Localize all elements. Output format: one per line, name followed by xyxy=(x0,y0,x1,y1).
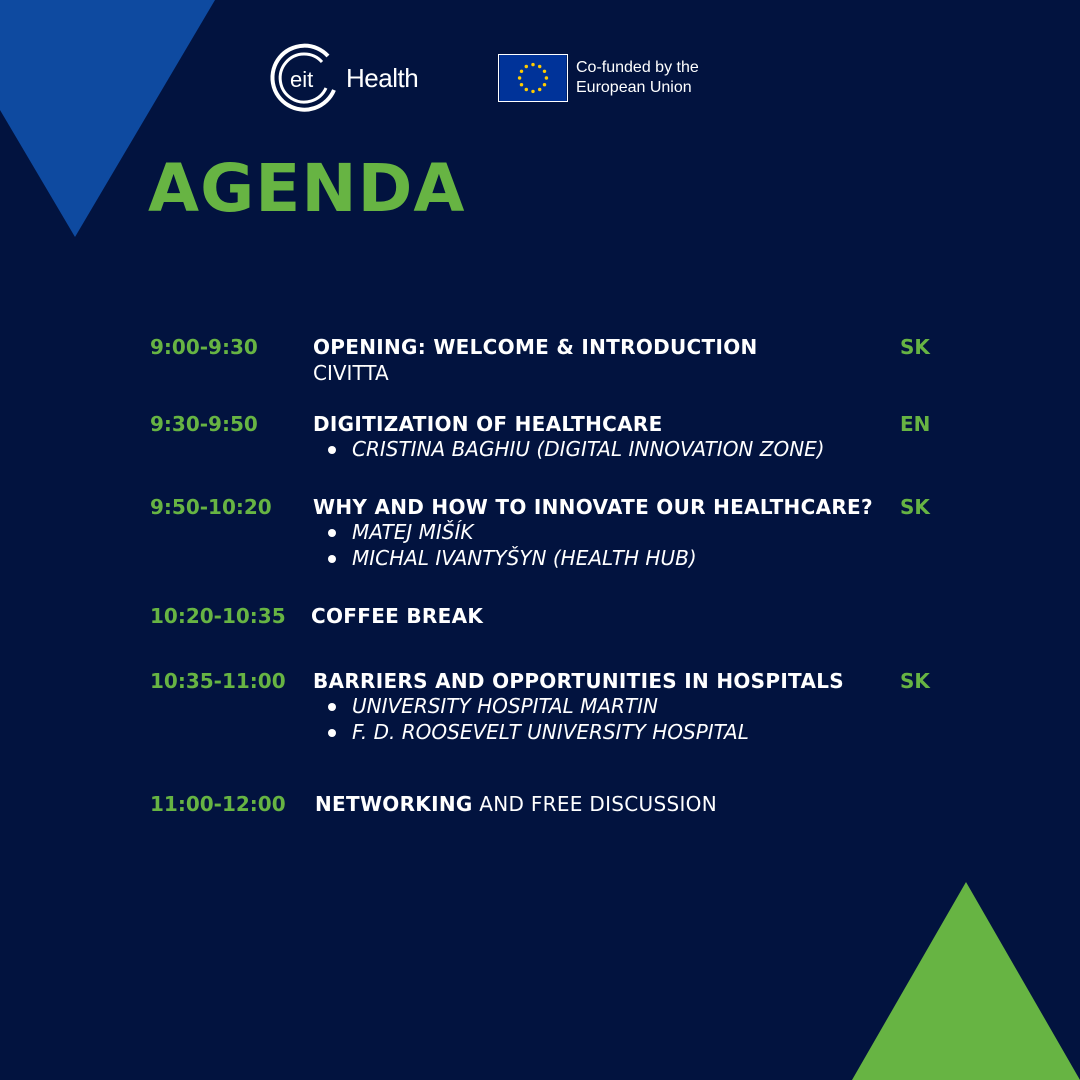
speaker-name: MICHAL IVANTYŠYN (HEALTH HUB) xyxy=(352,546,697,570)
agenda-time: 11:00-12:00 xyxy=(150,792,286,816)
eit-health-logo xyxy=(268,42,344,116)
agenda-language: SK xyxy=(900,669,930,693)
agenda-topic-rest: AND FREE DISCUSSION xyxy=(472,792,717,816)
bullet-icon xyxy=(328,729,336,737)
speaker-item xyxy=(326,693,749,719)
eu-cofunded-text xyxy=(576,58,699,98)
agenda-language: EN xyxy=(900,412,931,436)
agenda-time: 10:35-11:00 xyxy=(150,669,286,693)
speaker-item xyxy=(326,436,825,462)
agenda-topic: DIGITIZATION OF HEALTHCARE xyxy=(313,412,663,436)
agenda-subtitle: CIVITTA xyxy=(313,361,389,385)
green-triangle-decoration xyxy=(852,882,1080,1080)
bullet-icon xyxy=(328,555,336,563)
agenda-topic xyxy=(315,792,717,816)
bullet-icon xyxy=(328,529,336,537)
eit-health-wordmark: Health xyxy=(346,63,419,93)
agenda-time: 9:50-10:20 xyxy=(150,495,272,519)
speaker-name: F. D. ROOSEVELT UNIVERSITY HOSPITAL xyxy=(352,720,749,744)
bullet-icon xyxy=(328,703,336,711)
bullet-icon xyxy=(328,446,336,454)
agenda-topic: COFFEE BREAK xyxy=(311,604,484,628)
eit-logo-text: eit xyxy=(290,67,314,92)
eu-text-line-2: European Union xyxy=(576,79,692,96)
speaker-name: UNIVERSITY HOSPITAL MARTIN xyxy=(352,694,659,718)
speaker-list xyxy=(326,519,697,571)
agenda-time: 10:20-10:35 xyxy=(150,604,286,628)
page-title: AGENDA xyxy=(148,150,466,227)
eu-text-line-1: Co-funded by the xyxy=(576,59,699,76)
speaker-item xyxy=(326,545,697,571)
agenda-language: SK xyxy=(900,335,930,359)
speaker-list xyxy=(326,693,749,745)
speaker-item xyxy=(326,719,749,745)
speaker-name: MATEJ MIŠÍK xyxy=(352,520,474,544)
agenda-topic: OPENING: WELCOME & INTRODUCTION xyxy=(313,335,758,359)
speaker-item xyxy=(326,519,697,545)
agenda-time: 9:00-9:30 xyxy=(150,335,258,359)
speaker-list xyxy=(326,436,825,462)
speaker-name: CRISTINA BAGHIU (DIGITAL INNOVATION ZONE) xyxy=(352,437,825,461)
header-logos xyxy=(268,42,728,116)
agenda-topic-bold: NETWORKING xyxy=(315,792,473,816)
agenda-topic: BARRIERS AND OPPORTUNITIES IN HOSPITALS xyxy=(313,669,844,693)
eu-flag-icon xyxy=(498,54,568,102)
agenda-language: SK xyxy=(900,495,930,519)
agenda-time: 9:30-9:50 xyxy=(150,412,258,436)
agenda-topic: WHY AND HOW TO INNOVATE OUR HEALTHCARE? xyxy=(313,495,873,519)
